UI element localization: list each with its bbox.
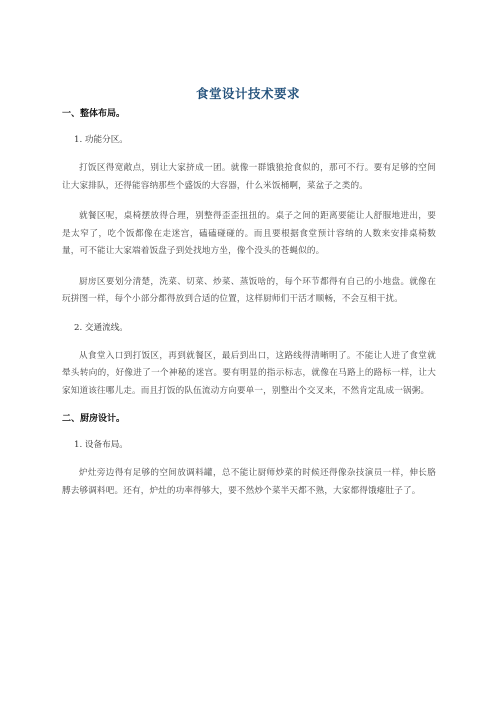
paragraph: 打饭区得宽敞点，别让大家挤成一团。就像一群饿狼抢食似的，那可不行。要有足够的空间让大家排队，还得能容纳那些个盛饭的大容器，什么米饭桶啊，菜盆子之类的。 [62,163,436,191]
subheading-equipment-layout: 1. 设备布局。 [74,440,128,450]
section-heading-kitchen: 二、厨房设计。 [62,414,126,424]
document-title: 食堂设计技术要求 [195,86,300,101]
subheading-traffic-flow: 2. 交通流线。 [74,322,128,333]
paragraph: 炉灶旁边得有足够的空间放调料罐，总不能让厨师炒菜的时候还得像杂技演员一样，伸长胳膊去够调料吧。还有，炉灶的功率得够大，要不然炒个菜半天都不熟，大家都得饿瘪肚子了。 [62,468,436,496]
subheading-functional-zones: 1. 功能分区。 [74,135,128,145]
section-heading-layout: 一、整体布局。 [62,109,126,119]
paragraph: 从食堂入口到打饭区，再到就餐区，最后到出口，这路线得清晰明了。不能让人进了食堂就晕头转向的，好像进了一个神秘的迷宫。要有明显的指示标志，就像在马路上的路标一样，让大家知道该往哪儿走。而且打饭的队伍流动方向要单一，别整出个交叉来，不然肯定乱成一锅粥。 [62,350,436,396]
paragraph: 厨房区要划分清楚，洗菜、切菜、炒菜、蒸饭啥的，每个环节都得有自己的小地盘。就像在玩拼图一样，每个小部分都得放到合适的位置，这样厨师们干活才顺畅，不会互相干扰。 [62,276,436,304]
document-body [62,108,436,513]
paragraph: 就餐区呢，桌椅摆放得合理，别整得歪歪扭扭的。桌子之间的距离要能让人舒服地进出，要是太窄了，吃个饭都像在走迷宫，磕磕碰碰的。而且要根据食堂预计容纳的人数来安排桌椅数量，可不能让大家端着饭盘子到处找地方坐，像个没头的苍蝇似的。 [62,211,436,256]
